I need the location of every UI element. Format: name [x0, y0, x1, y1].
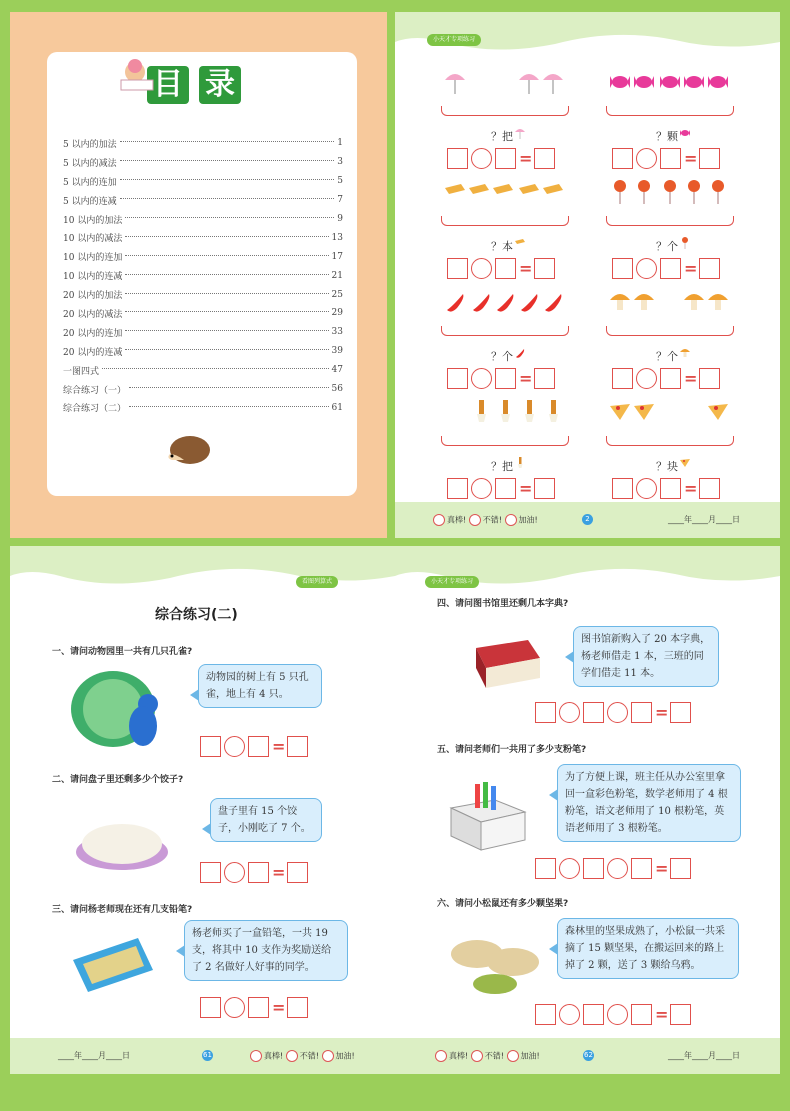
toc-label: 20 以内的减法	[63, 309, 123, 320]
pizza-icon	[632, 398, 656, 426]
book-icon	[491, 178, 515, 206]
answer-box[interactable]	[670, 702, 691, 723]
answer-row	[200, 736, 308, 757]
brush-icon	[541, 398, 565, 426]
problem-bubble: 动物园的树上有 5 只孔雀，地上有 4 只。	[198, 664, 322, 708]
toc-page: 29	[331, 308, 343, 319]
picture-group-right	[517, 68, 565, 104]
toc-title-char: 目	[147, 66, 189, 104]
picture-group-right	[706, 398, 730, 434]
lollipop-icon	[706, 178, 730, 206]
operator-circle[interactable]	[636, 148, 657, 169]
picture-group-left	[608, 398, 656, 434]
equals-sign: =	[684, 149, 698, 168]
toc-row[interactable]	[63, 191, 343, 210]
toc-row[interactable]	[63, 304, 343, 323]
candy-icon	[682, 68, 706, 96]
answer-box[interactable]	[612, 368, 633, 389]
candy-icon	[706, 68, 730, 96]
answer-row	[447, 148, 555, 169]
problem-bubble: 杨老师买了一盒铅笔，一共 19 支，将其中 10 支作为奖励送给了 2 名做好人好事的同学。	[184, 920, 348, 981]
answer-box[interactable]	[583, 1004, 604, 1025]
toc-page: 21	[331, 270, 343, 281]
lollipop-icon	[678, 236, 692, 250]
answer-box[interactable]	[287, 862, 308, 883]
answer-box[interactable]	[612, 258, 633, 279]
pizza-icon	[608, 398, 632, 426]
praise-row	[433, 514, 538, 526]
equals-sign: =	[684, 369, 698, 388]
toc-page: 5	[337, 176, 343, 187]
pizza-icon	[706, 398, 730, 426]
answer-box[interactable]	[447, 148, 468, 169]
page-footer	[395, 502, 780, 538]
header-ribbon: 看图列算式	[296, 576, 338, 588]
candy-icon	[632, 68, 656, 96]
praise-row	[435, 1050, 540, 1062]
toc-leader	[129, 406, 329, 407]
lollipop-icon	[658, 178, 682, 206]
bracket-line	[606, 326, 734, 336]
toc-row[interactable]	[63, 342, 343, 361]
answer-row	[535, 702, 691, 723]
toc-page: 39	[331, 346, 343, 357]
smile-icon	[471, 1050, 483, 1062]
answer-box[interactable]	[699, 258, 720, 279]
equals-sign: =	[519, 479, 533, 498]
toc-leader	[120, 141, 335, 142]
date-field[interactable]: ____年____月____日	[668, 1051, 740, 1060]
toc-page: 25	[331, 289, 343, 300]
question-label: ？颗	[656, 126, 692, 144]
toc-label: 10 以内的加法	[63, 215, 123, 226]
lollipop-icon	[608, 178, 632, 206]
answer-row	[535, 1004, 691, 1025]
picture-group-right	[658, 178, 730, 214]
equals-sign: =	[272, 737, 286, 756]
equals-sign: =	[519, 369, 533, 388]
picture-cell	[600, 288, 770, 398]
picture-group-right	[469, 398, 565, 434]
answer-box[interactable]	[660, 148, 681, 169]
word-problem-page-61	[10, 546, 395, 1074]
umbrella-icon	[443, 68, 467, 96]
chalk-box-icon	[445, 778, 529, 854]
problem-bubble: 图书馆新购入了 20 本字典，杨老师借走 1 本，三班的同学们借走 11 本。	[573, 626, 719, 687]
operator-circle[interactable]	[636, 368, 657, 389]
answer-box[interactable]	[447, 478, 468, 499]
answer-box[interactable]	[495, 478, 516, 499]
lollipop-icon	[682, 178, 706, 206]
book-icon	[443, 178, 467, 206]
toc-label: 综合练习（一）	[63, 385, 127, 396]
smile-icon	[435, 1050, 447, 1062]
toc-leader	[125, 330, 328, 331]
smile-icon	[322, 1050, 334, 1062]
lollipop-icon	[632, 178, 656, 206]
umbrella-icon	[513, 126, 527, 140]
operator-circle[interactable]	[559, 858, 580, 879]
praise-label: 不错!	[484, 1051, 504, 1061]
smile-icon	[433, 514, 445, 526]
answer-box[interactable]	[612, 478, 633, 499]
toc-label: 10 以内的减法	[63, 234, 123, 245]
answer-row	[612, 478, 720, 499]
smile-icon	[469, 514, 481, 526]
answer-box[interactable]	[534, 478, 555, 499]
toc-title	[147, 66, 241, 104]
candy-icon	[658, 68, 682, 96]
smile-icon	[505, 514, 517, 526]
picture-cell	[435, 288, 605, 398]
toc-list	[63, 134, 343, 417]
toc-row[interactable]	[63, 247, 343, 266]
equals-sign: =	[272, 863, 286, 882]
operator-circle[interactable]	[607, 858, 628, 879]
picture-group-right	[682, 288, 730, 324]
page-footer	[10, 1038, 395, 1074]
answer-row	[200, 997, 308, 1018]
toc-leader	[120, 179, 335, 180]
toc-label: 综合练习（二）	[63, 404, 127, 415]
bracket-line	[441, 326, 569, 336]
chili-icon	[443, 288, 467, 316]
answer-box[interactable]	[287, 736, 308, 757]
answer-box[interactable]	[495, 368, 516, 389]
toc-row[interactable]	[63, 398, 343, 417]
bracket-line	[441, 436, 569, 446]
problem-bubble: 森林里的坚果成熟了，小松鼠一共采摘了 15 颗坚果，在搬运回来的路上掉了 2 颗，送了 3 颗给乌鸦。	[557, 918, 739, 979]
answer-box[interactable]	[583, 858, 604, 879]
answer-box[interactable]	[248, 997, 269, 1018]
bracket-line	[441, 106, 569, 116]
picture-cell	[600, 68, 770, 178]
toc-row[interactable]	[63, 172, 343, 191]
answer-box[interactable]	[699, 148, 720, 169]
candy-icon	[678, 126, 692, 140]
hedgehog-icon	[162, 432, 212, 466]
answer-box[interactable]	[495, 148, 516, 169]
toc-page: 3	[337, 157, 343, 168]
toc-row[interactable]	[63, 153, 343, 172]
toc-leader	[125, 311, 328, 312]
picture-group-left	[608, 68, 656, 104]
answer-box[interactable]	[535, 702, 556, 723]
answer-row	[447, 478, 555, 499]
operator-circle[interactable]	[607, 702, 628, 723]
picture-cell	[435, 398, 605, 508]
picture-cell	[600, 178, 770, 288]
answer-box[interactable]	[670, 858, 691, 879]
toc-leader	[120, 198, 335, 199]
answer-box[interactable]	[670, 1004, 691, 1025]
question-label: ？个	[656, 346, 692, 364]
praise-label: 不错!	[482, 515, 502, 525]
chili-icon	[493, 288, 517, 316]
toc-label: 10 以内的连减	[63, 272, 123, 283]
mushroom-icon	[682, 288, 706, 316]
praise-label: 真棒!	[449, 1051, 469, 1061]
operator-circle[interactable]	[471, 258, 492, 279]
praise-label: 加油!	[335, 1051, 355, 1061]
question-label: ？把	[491, 456, 527, 474]
book-icon	[541, 178, 565, 206]
answer-box[interactable]	[660, 258, 681, 279]
question-heading: 二、请问盘子里还剩多少个饺子?	[52, 775, 184, 785]
mushroom-icon	[706, 288, 730, 316]
toc-leader	[125, 293, 328, 294]
pencil-box-icon	[68, 930, 158, 1000]
question-heading: 一、请问动物园里一共有几只孔雀?	[52, 647, 193, 657]
toc-card	[47, 52, 357, 496]
answer-box[interactable]	[534, 368, 555, 389]
peacock-icon	[68, 664, 178, 754]
answer-box[interactable]	[583, 702, 604, 723]
brush-icon	[517, 398, 541, 426]
toc-leader	[125, 255, 328, 256]
praise-label: 真棒!	[264, 1051, 284, 1061]
question-heading: 五、请问老师们一共用了多少支粉笔?	[437, 745, 587, 755]
picture-cell	[435, 178, 605, 288]
answer-box[interactable]	[200, 736, 221, 757]
operator-circle[interactable]	[471, 148, 492, 169]
smile-icon	[507, 1050, 519, 1062]
equals-sign: =	[519, 259, 533, 278]
toc-label: 20 以内的连加	[63, 328, 123, 339]
smile-icon	[286, 1050, 298, 1062]
operator-circle[interactable]	[636, 258, 657, 279]
toc-page: 61	[331, 402, 343, 413]
operator-circle[interactable]	[224, 862, 245, 883]
equals-sign: =	[655, 1005, 669, 1024]
question-label: ？个	[491, 346, 527, 364]
toc-row[interactable]	[63, 323, 343, 342]
toc-row[interactable]	[63, 134, 343, 153]
picture-group-left	[608, 178, 656, 214]
answer-box[interactable]	[535, 858, 556, 879]
toc-page: 1	[337, 138, 343, 149]
operator-circle[interactable]	[607, 1004, 628, 1025]
chili-icon	[469, 288, 493, 316]
dictionary-icon	[470, 634, 545, 690]
bracket-line	[606, 106, 734, 116]
umbrella-icon	[541, 68, 565, 96]
chili-icon	[513, 346, 527, 360]
book-icon	[513, 236, 527, 250]
brush-icon	[469, 398, 493, 426]
answer-box[interactable]	[660, 368, 681, 389]
toc-leader	[129, 387, 329, 388]
question-label: ？本	[491, 236, 527, 254]
answer-box[interactable]	[200, 862, 221, 883]
toc-row[interactable]	[63, 228, 343, 247]
answer-box[interactable]	[447, 368, 468, 389]
operator-circle[interactable]	[471, 478, 492, 499]
toc-label: 5 以内的连减	[63, 196, 117, 207]
date-field[interactable]: ____年____月____日	[58, 1051, 130, 1060]
answer-box[interactable]	[699, 368, 720, 389]
answer-box[interactable]	[447, 258, 468, 279]
answer-box[interactable]	[699, 478, 720, 499]
brush-icon	[513, 456, 527, 470]
toc-leader	[102, 368, 329, 369]
pizza-icon	[678, 456, 692, 470]
toc-label: 5 以内的连加	[63, 177, 117, 188]
umbrella-icon	[517, 68, 541, 96]
toc-label: 10 以内的连加	[63, 253, 123, 264]
picture-group-right	[469, 288, 565, 324]
problem-bubble: 为了方便上课，班主任从办公室里拿回一盒彩色粉笔，数学老师用了 4 根粉笔，语文老师用了 10 根粉笔，英语老师用了 3 根粉笔。	[557, 764, 741, 842]
answer-box[interactable]	[287, 997, 308, 1018]
toc-page: 13	[331, 232, 343, 243]
question-label: ？个	[656, 236, 692, 254]
equals-sign: =	[519, 149, 533, 168]
dumpling-plate-icon	[72, 802, 172, 878]
page-number: 2	[582, 514, 593, 525]
toc-row[interactable]	[63, 210, 343, 229]
picture-group-left	[443, 68, 467, 104]
brush-icon	[493, 398, 517, 426]
toc-page: 47	[331, 365, 343, 376]
toc-label: 20 以内的连减	[63, 347, 123, 358]
answer-box[interactable]	[534, 148, 555, 169]
equals-sign: =	[684, 479, 698, 498]
praise-label: 真棒!	[447, 515, 467, 525]
question-label: ？把	[491, 126, 527, 144]
answer-box[interactable]	[660, 478, 681, 499]
picture-group-left	[443, 178, 515, 214]
header-ribbon: 小天才专项练习	[427, 34, 481, 46]
toc-page: 17	[331, 251, 343, 262]
toc-title-char: 录	[199, 66, 241, 104]
answer-box[interactable]	[495, 258, 516, 279]
toc-leader	[125, 217, 334, 218]
page-title: 综合练习(二)	[155, 607, 238, 623]
operator-circle[interactable]	[224, 997, 245, 1018]
answer-box[interactable]	[612, 148, 633, 169]
mushroom-icon	[608, 288, 632, 316]
toc-leader	[125, 236, 328, 237]
picture-group-right	[658, 68, 730, 104]
toc-label: 一图四式	[63, 366, 100, 377]
answer-box[interactable]	[631, 1004, 652, 1025]
operator-circle[interactable]	[559, 702, 580, 723]
toc-page: 9	[337, 214, 343, 224]
equals-sign: =	[655, 859, 669, 878]
picture-group-left	[608, 288, 656, 324]
picture-equation-page	[395, 12, 780, 538]
chili-icon	[541, 288, 565, 316]
header-ribbon: 小天才专项练习	[425, 576, 479, 588]
equals-sign: =	[655, 703, 669, 722]
operator-circle[interactable]	[559, 1004, 580, 1025]
equals-sign: =	[684, 259, 698, 278]
mushroom-icon	[678, 346, 692, 360]
picture-cell	[600, 398, 770, 508]
answer-row	[612, 148, 720, 169]
answer-row	[612, 258, 720, 279]
picture-cell	[435, 68, 605, 178]
toc-label: 5 以内的加法	[63, 139, 117, 150]
answer-row	[447, 368, 555, 389]
answer-row	[447, 258, 555, 279]
page-footer	[395, 1038, 780, 1074]
toc-leader	[125, 274, 328, 275]
bracket-line	[441, 216, 569, 226]
toc-page	[10, 12, 387, 538]
mushroom-icon	[632, 288, 656, 316]
page-number: 61	[203, 1051, 212, 1059]
toc-row[interactable]	[63, 380, 343, 399]
candy-icon	[608, 68, 632, 96]
toc-row[interactable]	[63, 266, 343, 285]
question-heading: 三、请问杨老师现在还有几支铅笔?	[52, 905, 193, 915]
question-label: ？块	[656, 456, 692, 474]
toc-row[interactable]	[63, 361, 343, 380]
toc-label: 20 以内的加法	[63, 291, 123, 302]
question-heading: 六、请问小松鼠还有多少颗坚果?	[437, 899, 569, 909]
toc-row[interactable]	[63, 285, 343, 304]
answer-box[interactable]	[200, 997, 221, 1018]
picture-group-left	[443, 288, 467, 324]
answer-row	[535, 858, 691, 879]
toc-page: 7	[337, 195, 343, 206]
word-problem-page-62	[395, 546, 780, 1074]
answer-box[interactable]	[248, 862, 269, 883]
problem-bubble: 盘子里有 15 个饺子，小刚吃了 7 个。	[210, 798, 322, 842]
toc-leader	[125, 349, 328, 350]
answer-box[interactable]	[631, 858, 652, 879]
kid-reading-icon	[117, 58, 157, 94]
praise-label: 加油!	[518, 515, 538, 525]
answer-box[interactable]	[631, 702, 652, 723]
answer-row	[200, 862, 308, 883]
bracket-line	[606, 216, 734, 226]
page-number: 62	[584, 1051, 593, 1059]
question-heading: 四、请问图书馆里还剩几本字典?	[437, 599, 569, 609]
picture-group-right	[517, 178, 565, 214]
praise-row	[250, 1050, 355, 1062]
praise-label: 加油!	[520, 1051, 540, 1061]
answer-box[interactable]	[248, 736, 269, 757]
toc-leader	[120, 160, 335, 161]
chili-icon	[517, 288, 541, 316]
book-icon	[467, 178, 491, 206]
answer-row	[612, 368, 720, 389]
praise-label: 不错!	[299, 1051, 319, 1061]
operator-circle[interactable]	[224, 736, 245, 757]
smile-icon	[250, 1050, 262, 1062]
bracket-line	[606, 436, 734, 446]
book-icon	[517, 178, 541, 206]
toc-page: 33	[331, 327, 343, 338]
date-field[interactable]: ____年____月____日	[668, 515, 740, 524]
nuts-icon	[447, 932, 543, 998]
operator-circle[interactable]	[471, 368, 492, 389]
toc-page: 56	[331, 384, 343, 395]
answer-box[interactable]	[534, 258, 555, 279]
equals-sign: =	[272, 998, 286, 1017]
answer-box[interactable]	[535, 1004, 556, 1025]
operator-circle[interactable]	[636, 478, 657, 499]
toc-label: 5 以内的减法	[63, 158, 117, 169]
